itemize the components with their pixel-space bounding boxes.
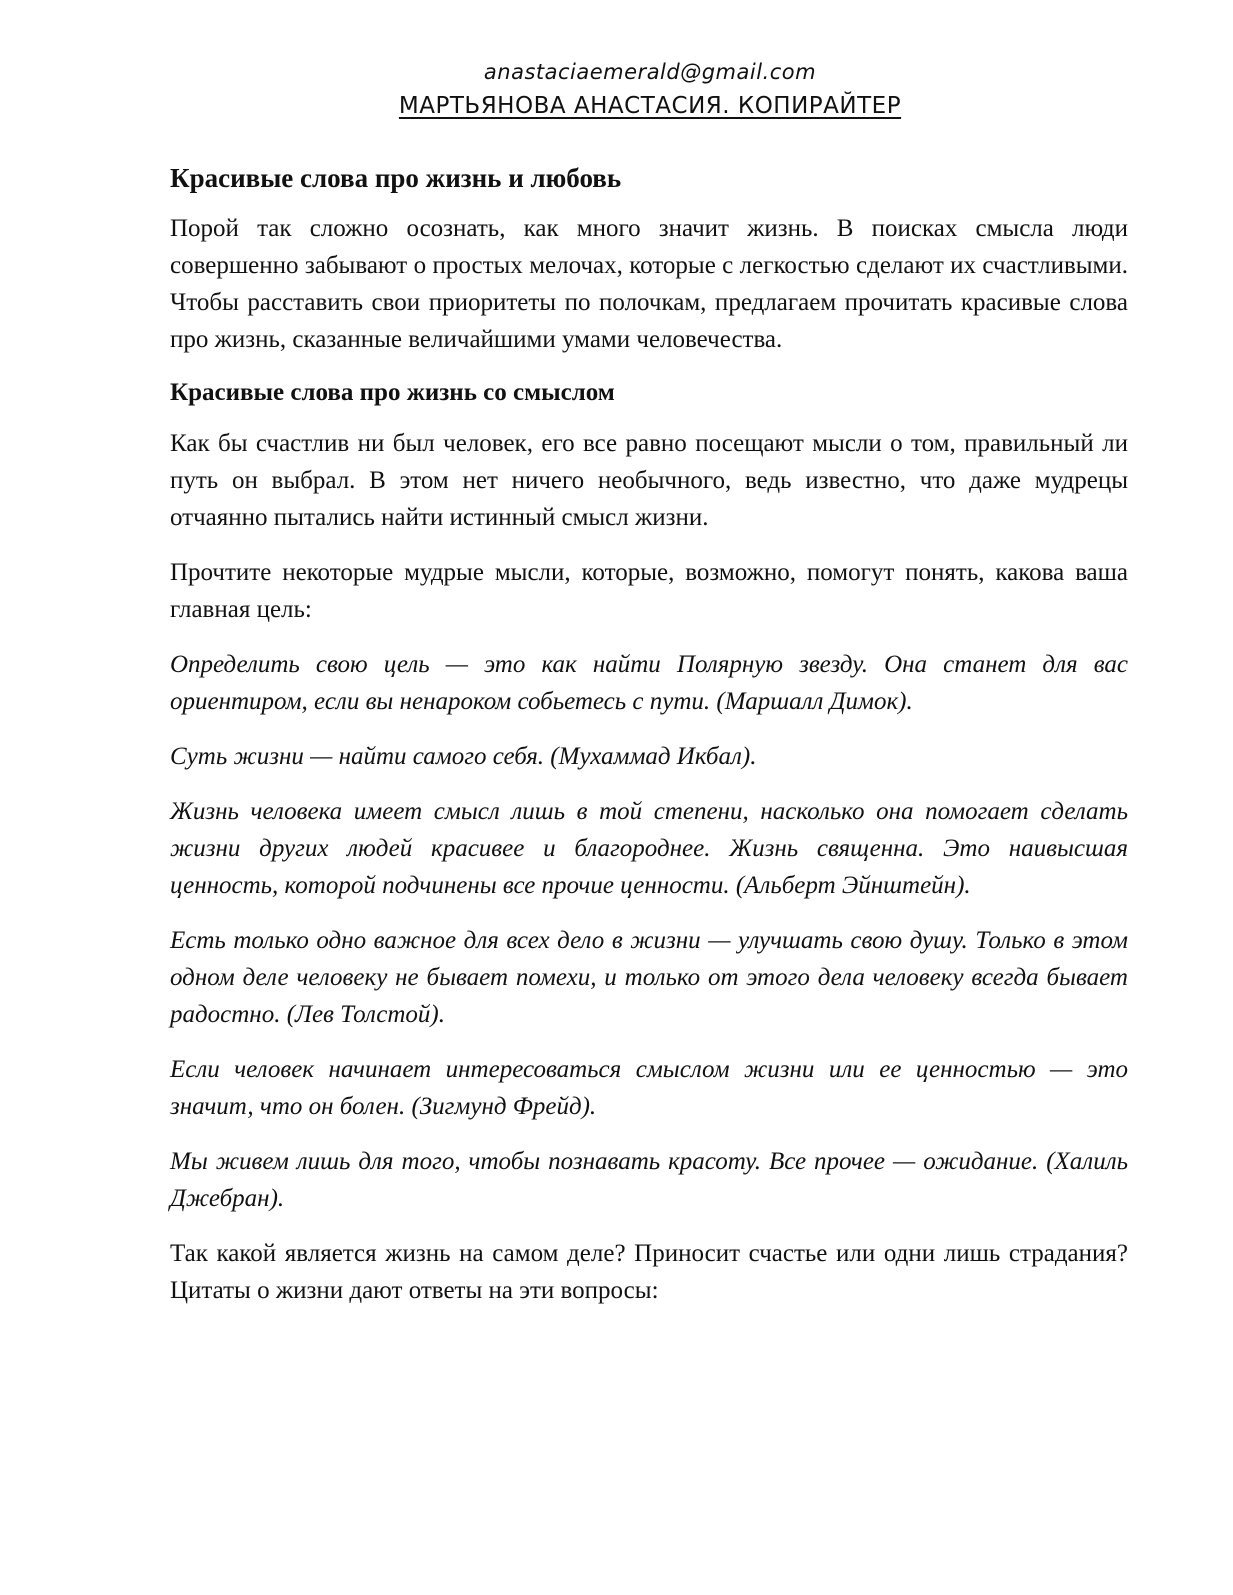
- document-title: Красивые слова про жизнь и любовь: [170, 163, 622, 193]
- page-header: [0, 55, 1233, 123]
- quote-paragraph: Мы живем лишь для того, чтобы познавать красоту. Все прочее — ожидание. (Халиль Джебран).: [170, 1148, 1128, 1212]
- closing-paragraph: Так какой является жизнь на самом деле? Приносит счастье или одни лишь страдания? Цитаты о жизни дают ответы на эти вопросы:: [170, 1240, 1128, 1304]
- quote-paragraph: Есть только одно важное для всех дело в жизни — улучшать свою душу. Только в этом одном деле человеку не бывает помехи, и только от этого дела человеку всегда бывает радостно. (Лев Толстой).: [170, 927, 1128, 1028]
- author-email: anastaciaemerald@gmail.com: [483, 60, 817, 84]
- author-name: МАРТЬЯНОВА АНАСТАСИЯ. КОПИРАЙТЕР: [398, 93, 902, 119]
- body-paragraph: Прочтите некоторые мудрые мысли, которые, возможно, помогут понять, какова ваша главная цель:: [170, 559, 1128, 623]
- quote-paragraph: Суть жизни — найти самого себя. (Мухаммад Икбал).: [170, 743, 757, 770]
- section-heading: Красивые слова про жизнь со смыслом: [170, 379, 615, 406]
- quote-paragraph: Если человек начинает интересоваться смыслом жизни или ее ценностью — это значит, что он болен. (Зигмунд Фрейд).: [170, 1056, 1128, 1120]
- quote-paragraph: Жизнь человека имеет смысл лишь в той степени, насколько она помогает сделать жизни других людей красивее и благороднее. Жизнь священна. Это наивысшая ценность, которой подчинены все прочие ценности. (Альберт Эйнштейн).: [170, 798, 1128, 899]
- intro-paragraph: Порой так сложно осознать, как много значит жизнь. В поисках смысла люди совершенно забывают о простых мелочах, которые с легкостью сделают их счастливыми. Чтобы расставить свои приоритеты по полочкам, предлагаем прочитать красивые слова про жизнь, сказанные величайшими умами человечества.: [170, 215, 1128, 353]
- body-paragraph: Как бы счастлив ни был человек, его все равно посещают мысли о том, правильный ли путь он выбрал. В этом нет ничего необычного, ведь известно, что даже мудрецы отчаянно пытались найти истинный смысл жизни.: [170, 430, 1128, 531]
- quote-paragraph: Определить свою цель — это как найти Полярную звезду. Она станет для вас ориентиром, если вы ненароком собьетесь с пути. (Маршалл Димок).: [170, 651, 1128, 715]
- document-body: [170, 158, 1128, 1327]
